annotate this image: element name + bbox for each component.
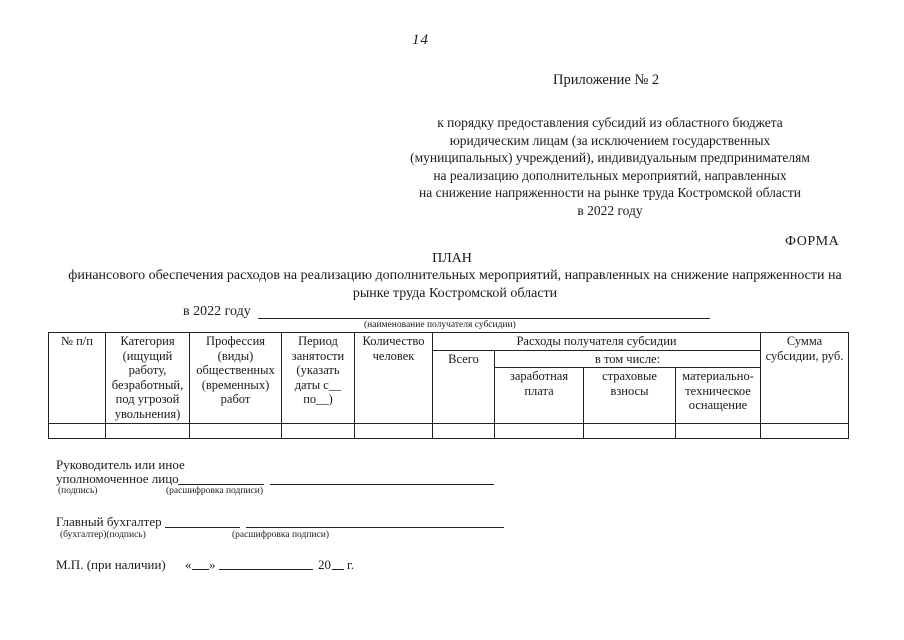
table-cell[interactable] bbox=[495, 424, 584, 439]
head-decode-caption: (расшифровка подписи) bbox=[166, 486, 263, 496]
header-insurance: страховые взносы bbox=[584, 368, 676, 424]
appendix-line: в 2022 году bbox=[577, 202, 643, 218]
head-decode-line[interactable] bbox=[270, 484, 494, 485]
head-sign-caption: (подпись) bbox=[58, 486, 98, 496]
header-total: Всего bbox=[433, 350, 495, 424]
table-cell[interactable] bbox=[282, 424, 355, 439]
accountant-sign-caption: (бухгалтер)(подпись) bbox=[60, 530, 146, 540]
table-cell[interactable] bbox=[433, 424, 495, 439]
table-row bbox=[49, 424, 849, 439]
table-cell[interactable] bbox=[355, 424, 433, 439]
appendix-title: Приложение № 2 bbox=[553, 72, 660, 88]
header-category: Категория (ищущий работу, безработный, под угрозой увольнения) bbox=[106, 333, 190, 424]
appendix-line: на снижение напряженности на рынке труда Костромской области bbox=[419, 185, 801, 200]
date-year-suffix: г. bbox=[347, 557, 355, 572]
appendix-line: к порядку предоставления субсидий из областного бюджета bbox=[437, 115, 783, 130]
table-cell[interactable] bbox=[584, 424, 676, 439]
form-label: ФОРМА bbox=[785, 234, 840, 249]
header-including: в том числе: bbox=[495, 350, 761, 368]
appendix-line: юридическим лицам (за исключением государственных bbox=[449, 132, 771, 148]
plan-year: в 2022 году bbox=[183, 304, 251, 319]
header-profession: Профессия (виды) общественных (временных) работ bbox=[190, 333, 282, 424]
table-cell[interactable] bbox=[761, 424, 849, 439]
recipient-caption: (наименование получателя субсидии) bbox=[364, 320, 516, 330]
header-sum: Сумма субсидии, руб. bbox=[761, 333, 849, 424]
recipient-name-line bbox=[258, 318, 710, 319]
plan-table bbox=[48, 332, 849, 439]
date-year-line[interactable] bbox=[332, 569, 344, 570]
accountant-label: Главный бухгалтер bbox=[56, 514, 162, 529]
appendix-line: (муниципальных) учреждений), индивидуальным предпринимателям bbox=[410, 150, 810, 165]
date-close-quote: » bbox=[209, 557, 216, 572]
head-label-line2: уполномоченное лицо bbox=[56, 471, 179, 486]
stamp-label: М.П. (при наличии) bbox=[56, 557, 166, 572]
table-cell[interactable] bbox=[190, 424, 282, 439]
appendix-line: на реализацию дополнительных мероприятий, направленных bbox=[433, 167, 787, 183]
header-num: № п/п bbox=[49, 333, 106, 424]
header-period: Период занятости (указать даты с__ по__) bbox=[282, 333, 355, 424]
table-cell[interactable] bbox=[676, 424, 761, 439]
table-cell[interactable] bbox=[49, 424, 106, 439]
plan-title: ПЛАН bbox=[432, 251, 472, 266]
accountant-signature-line[interactable] bbox=[165, 527, 240, 528]
head-signature-line[interactable] bbox=[178, 484, 264, 485]
appendix-description bbox=[370, 114, 850, 219]
date-year-prefix: 20 bbox=[318, 557, 331, 572]
header-expenses: Расходы получателя субсидии bbox=[433, 333, 761, 351]
accountant-decode-caption: (расшифровка подписи) bbox=[232, 530, 329, 540]
header-material: материально-техническое оснащение bbox=[676, 368, 761, 424]
date-month-line[interactable] bbox=[219, 569, 313, 570]
accountant-decode-line[interactable] bbox=[246, 527, 504, 528]
head-label-line1: Руководитель или иное bbox=[56, 457, 185, 472]
date-open-quote: « bbox=[185, 557, 192, 572]
header-count: Количество человек bbox=[355, 333, 433, 424]
date-day-line[interactable] bbox=[192, 569, 209, 570]
table-cell[interactable] bbox=[106, 424, 190, 439]
plan-subtitle: финансового обеспечения расходов на реализацию дополнительных мероприятий, направленных на снижение напряженности на рынке труда Костромской области bbox=[68, 268, 842, 301]
header-salary: заработная плата bbox=[495, 368, 584, 424]
page-number: 14 bbox=[412, 32, 429, 48]
